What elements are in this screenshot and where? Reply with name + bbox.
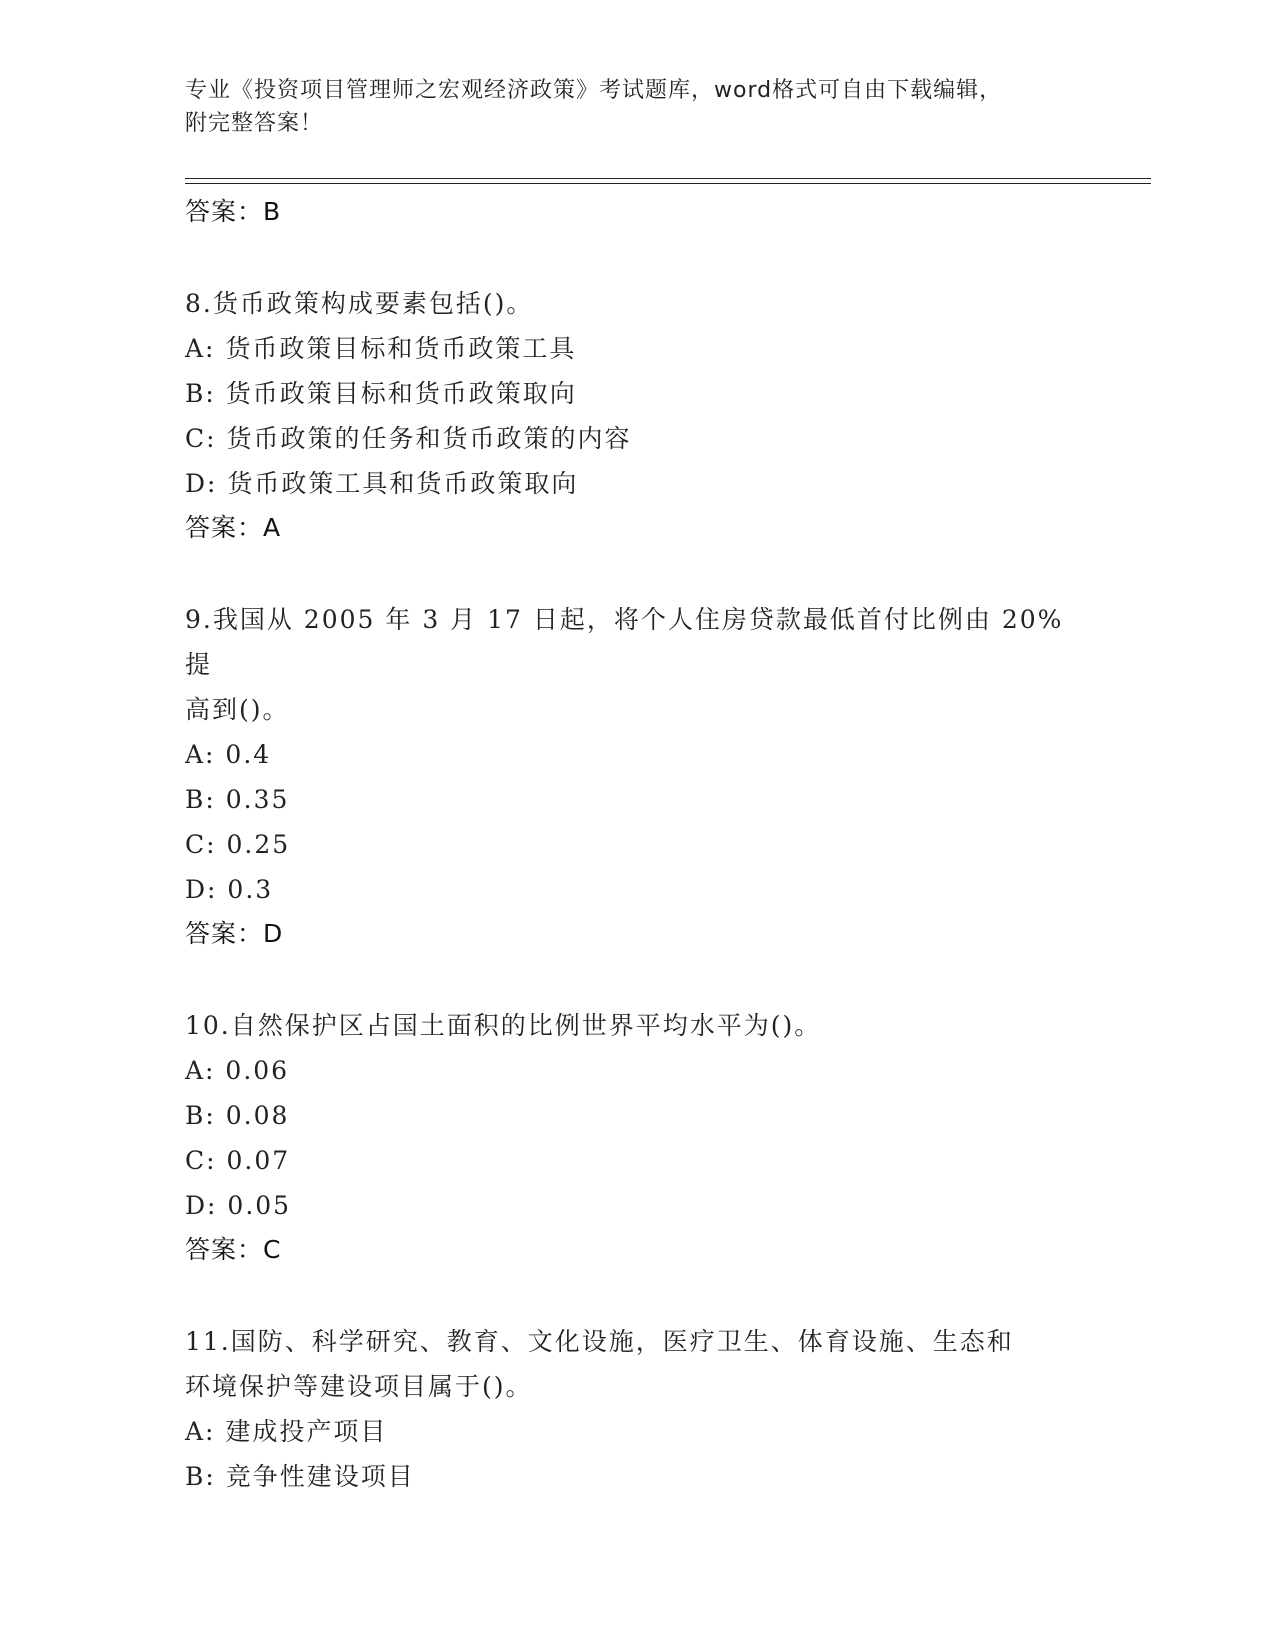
option-a: A: 货币政策目标和货币政策工具: [185, 334, 577, 363]
option-a: A: 建成投产项目: [185, 1417, 388, 1446]
option-d: D: 0.05: [185, 1191, 292, 1220]
option-d: D: 货币政策工具和货币政策取向: [185, 469, 579, 498]
option-b: B: 0.08: [185, 1101, 290, 1130]
option-c: C: 货币政策的任务和货币政策的内容: [185, 424, 632, 453]
answer-line: 答案：D: [185, 919, 284, 948]
option-c: C: 0.07: [185, 1146, 291, 1175]
question-stem: 10.自然保护区占国土面积的比例世界平均水平为()。: [185, 1011, 822, 1040]
header-divider: [185, 178, 1151, 179]
answer-line: 答案：B: [185, 197, 282, 226]
option-b: B: 货币政策目标和货币政策取向: [185, 379, 577, 408]
question-block: [185, 1319, 1085, 1499]
option-a: A: 0.4: [185, 740, 272, 769]
answer-line: 答案：C: [185, 1235, 282, 1264]
page-header: [185, 74, 1065, 140]
question-block: [185, 1003, 1085, 1272]
question-stem: 9.我国从 2005 年 3 月 17 日起，将个人住房贷款最低首付比例由 20%提: [185, 605, 1064, 679]
question-block: [185, 281, 1085, 550]
header-divider-double: [185, 183, 1151, 184]
question-stem: 8.货币政策构成要素包括()。: [185, 289, 534, 318]
answer-line: 答案：A: [185, 513, 282, 542]
question-stem-continued: 高到()。: [185, 695, 290, 724]
question-list: [185, 190, 1085, 1499]
option-b: B: 竞争性建设项目: [185, 1462, 415, 1491]
header-line-2: 附完整答案！: [185, 111, 324, 136]
question-block: [185, 597, 1085, 956]
option-b: B: 0.35: [185, 785, 290, 814]
question-stem-continued: 环境保护等建设项目属于()。: [185, 1372, 533, 1401]
header-line-1: 专业《投资项目管理师之宏观经济政策》考试题库，word格式可自由下载编辑，: [185, 78, 1003, 103]
question-stem: 11.国防、科学研究、教育、文化设施，医疗卫生、体育设施、生态和: [185, 1327, 1014, 1356]
option-c: C: 0.25: [185, 830, 291, 859]
option-a: A: 0.06: [185, 1056, 290, 1085]
option-d: D: 0.3: [185, 875, 274, 904]
